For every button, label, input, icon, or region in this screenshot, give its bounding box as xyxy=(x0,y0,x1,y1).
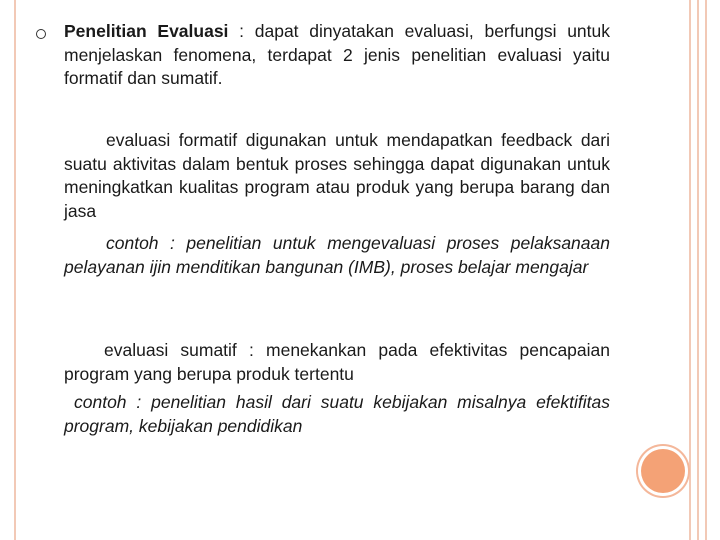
right-frame-line xyxy=(697,0,699,540)
sumatif-example: contoh : penelitian hasil dari suatu kebijakan misalnya efektifitas program, kebijakan pendidikan xyxy=(64,392,610,436)
bullet-icon xyxy=(36,29,46,39)
intro-term: Penelitian Evaluasi xyxy=(64,21,229,41)
intro-definition: : dapat dinyatakan evaluasi, berfungsi untuk menjelaskan fenomena, terdapat 2 jenis penelitian evaluasi yaitu formatif dan sumatif. xyxy=(64,21,611,88)
formatif-example: contoh : penelitian untuk mengevaluasi proses pelaksanaan pelayanan ijin menditikan bangunan (IMB), proses belajar mengajar xyxy=(64,233,610,277)
right-frame-line xyxy=(689,0,691,540)
right-frame-line xyxy=(705,0,707,540)
left-frame-line xyxy=(14,0,16,540)
formatif-paragraph: evaluasi formatif digunakan untuk mendapatkan feedback dari suatu aktivitas dalam bentuk proses sehingga dapat digunakan untuk meningkatkan kualitas program atau produk yang berupa barang dan jasa xyxy=(64,130,610,221)
sumatif-paragraph: evaluasi sumatif : menekankan pada efektivitas pencapaian program yang berupa produk tertentu xyxy=(64,340,610,384)
intro-paragraph xyxy=(64,20,610,91)
decorative-circle xyxy=(641,449,685,493)
